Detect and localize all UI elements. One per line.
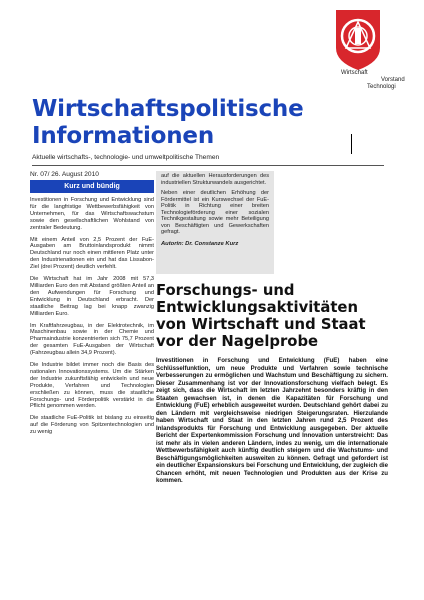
ig-metall-logo-icon — [330, 8, 386, 72]
summary-box — [156, 171, 274, 274]
article-body: Investitionen in Forschung und Entwicklung (FuE) haben eine Schlüsselfunktion, um neue Produkte und Verfahren sowie technische Verbesserungen zu ermöglichen und Wachstum und Beschäftigung zu sichern. Dieser Zusammenhang ist vor der Innovationsforschung vielfach belegt. Es zeigt sich, dass die Wirtschaft im letzten Jahrzehnt besonders kräftig in den Staaten gewachsen ist, in denen die Kapazitäten für Forschung und Entwicklung (FuE) erheblich ausgeweitet wurden. Deutschland gehört dabei zu den Ländern mit vergleichsweise niedrigen Steigerungsraten. Hierzulande haben Wirtschaft und Staat in den letzten Jahren rund 2,5 Prozent des Inlandsprodukts für Forschung und Entwicklung ausgegeben. Der aktuelle Bericht der Expertenkommission Forschung und Innovation unterstreicht: Das ist mehr als in vielen anderen Ländern, indes zu wenig, um die internationale Wettbewerbsfähigkeit auch künftig deutlich steigern und die Wachstums- und Beschäftigungsmöglichkeiten ausweiten zu können. Gefragt und gefordert ist ein deutlicher Expansionskurs bei Forschung und Entwicklung, der zugleich die Chancen erhöht, mit neuen Technologien und Produkten aus der Krise zu kommen. — [156, 357, 388, 484]
summary-paragraph: Investitionen in Forschung und Entwicklung sind für die langfristige Wettbewerbsfähigkeit von Unternehmen, für das Wirtschaftswachstum sowie den gesellschaftlichen Wohlstand von zentraler Bedeutung. — [30, 197, 154, 231]
summary-column — [30, 171, 154, 441]
summary-paragraph: Die Industrie bildet immer noch die Basis des nationalen Innovationssystems. Um die Stärken der Industrie zukunftsfähig entwickeln und neue Produkte, Verfahren und Technologien erschließen zu können, muss die staatliche Forschungs- und Förderpolitik verstärkt in die Pflicht genommen werden. — [30, 362, 154, 410]
dept-line-2: Vorstand — [381, 77, 405, 83]
summary-box-text — [161, 173, 269, 236]
dept-line-3: Technologi — [367, 84, 396, 90]
article-headline: Forschungs- und Entwicklungsaktivitäten von Wirtschaft und Staat vor der Nagelprobe — [156, 282, 366, 350]
summary-paragraph: Mit einem Anteil von 2,5 Prozent der FuE-Ausgaben am Bruttoinlandsprodukt nimmt Deutschland nur noch einen mittleren Platz unter den Industrienationen ein und hat das Lissabon-Ziel (drei Prozent) deutlich verfehlt. — [30, 236, 154, 271]
title-line-1: Wirtschaftspolitische — [32, 96, 304, 122]
summary-paragraph: Im Kraftfahrzeugbau, in der Elektrotechnik, im Maschinenbau sowie in der Chemie und Pharmaindustrie konzentrierten sich 75,7 Prozent der gesamten FuE-Ausgaben der Wirtschaft (Fahrzeugbau allein 34,9 Prozent). — [30, 322, 154, 357]
summary-paragraph: Die Wirtschaft hat im Jahr 2008 mit 57,3 Milliarden Euro den mit Abstand größten Anteil an den Aufwendungen für Forschung und Entwicklung in Deutschland erbracht. Der staatliche Beitrag lag bei knapp zwanzig Milliarden Euro. — [30, 276, 154, 317]
summary-heading: Kurz und bündig — [30, 180, 154, 193]
text-cursor — [351, 134, 352, 154]
page-title — [32, 96, 304, 150]
issue-number: Nr. 07/ 26. August 2010 — [30, 171, 99, 178]
ig-metall-logo — [330, 8, 386, 72]
summary-paragraph: Die staatliche FuE-Politik ist bislang zu einseitig auf die Förderung von Spitzentechnologien und zu wenig — [30, 415, 154, 436]
dept-line-1: Wirtschaft — [341, 70, 368, 76]
header-divider — [32, 165, 384, 166]
box-paragraph: Neben einer deutlichen Erhöhung der Fördermittel ist ein Kurswechsel der FuE-Politik in Richtung einer breiten Technologieförderung einer sozialen Technikgestaltung sowie mehr Beteiligung von Beschäftigten und Gewerkschaften gefragt. — [161, 190, 269, 235]
summary-text — [30, 197, 154, 436]
title-line-2: Informationen — [32, 123, 214, 149]
box-paragraph: auf die aktuellen Herausforderungen des industriellen Strukturwandels ausgerichtet. — [161, 173, 269, 186]
page-subtitle: Aktuelle wirtschafts-, technologie- und umweltpolitische Themen — [32, 154, 220, 161]
department-label — [341, 70, 405, 90]
author-line: Autorin: Dr. Constanze Kurz — [161, 240, 239, 247]
